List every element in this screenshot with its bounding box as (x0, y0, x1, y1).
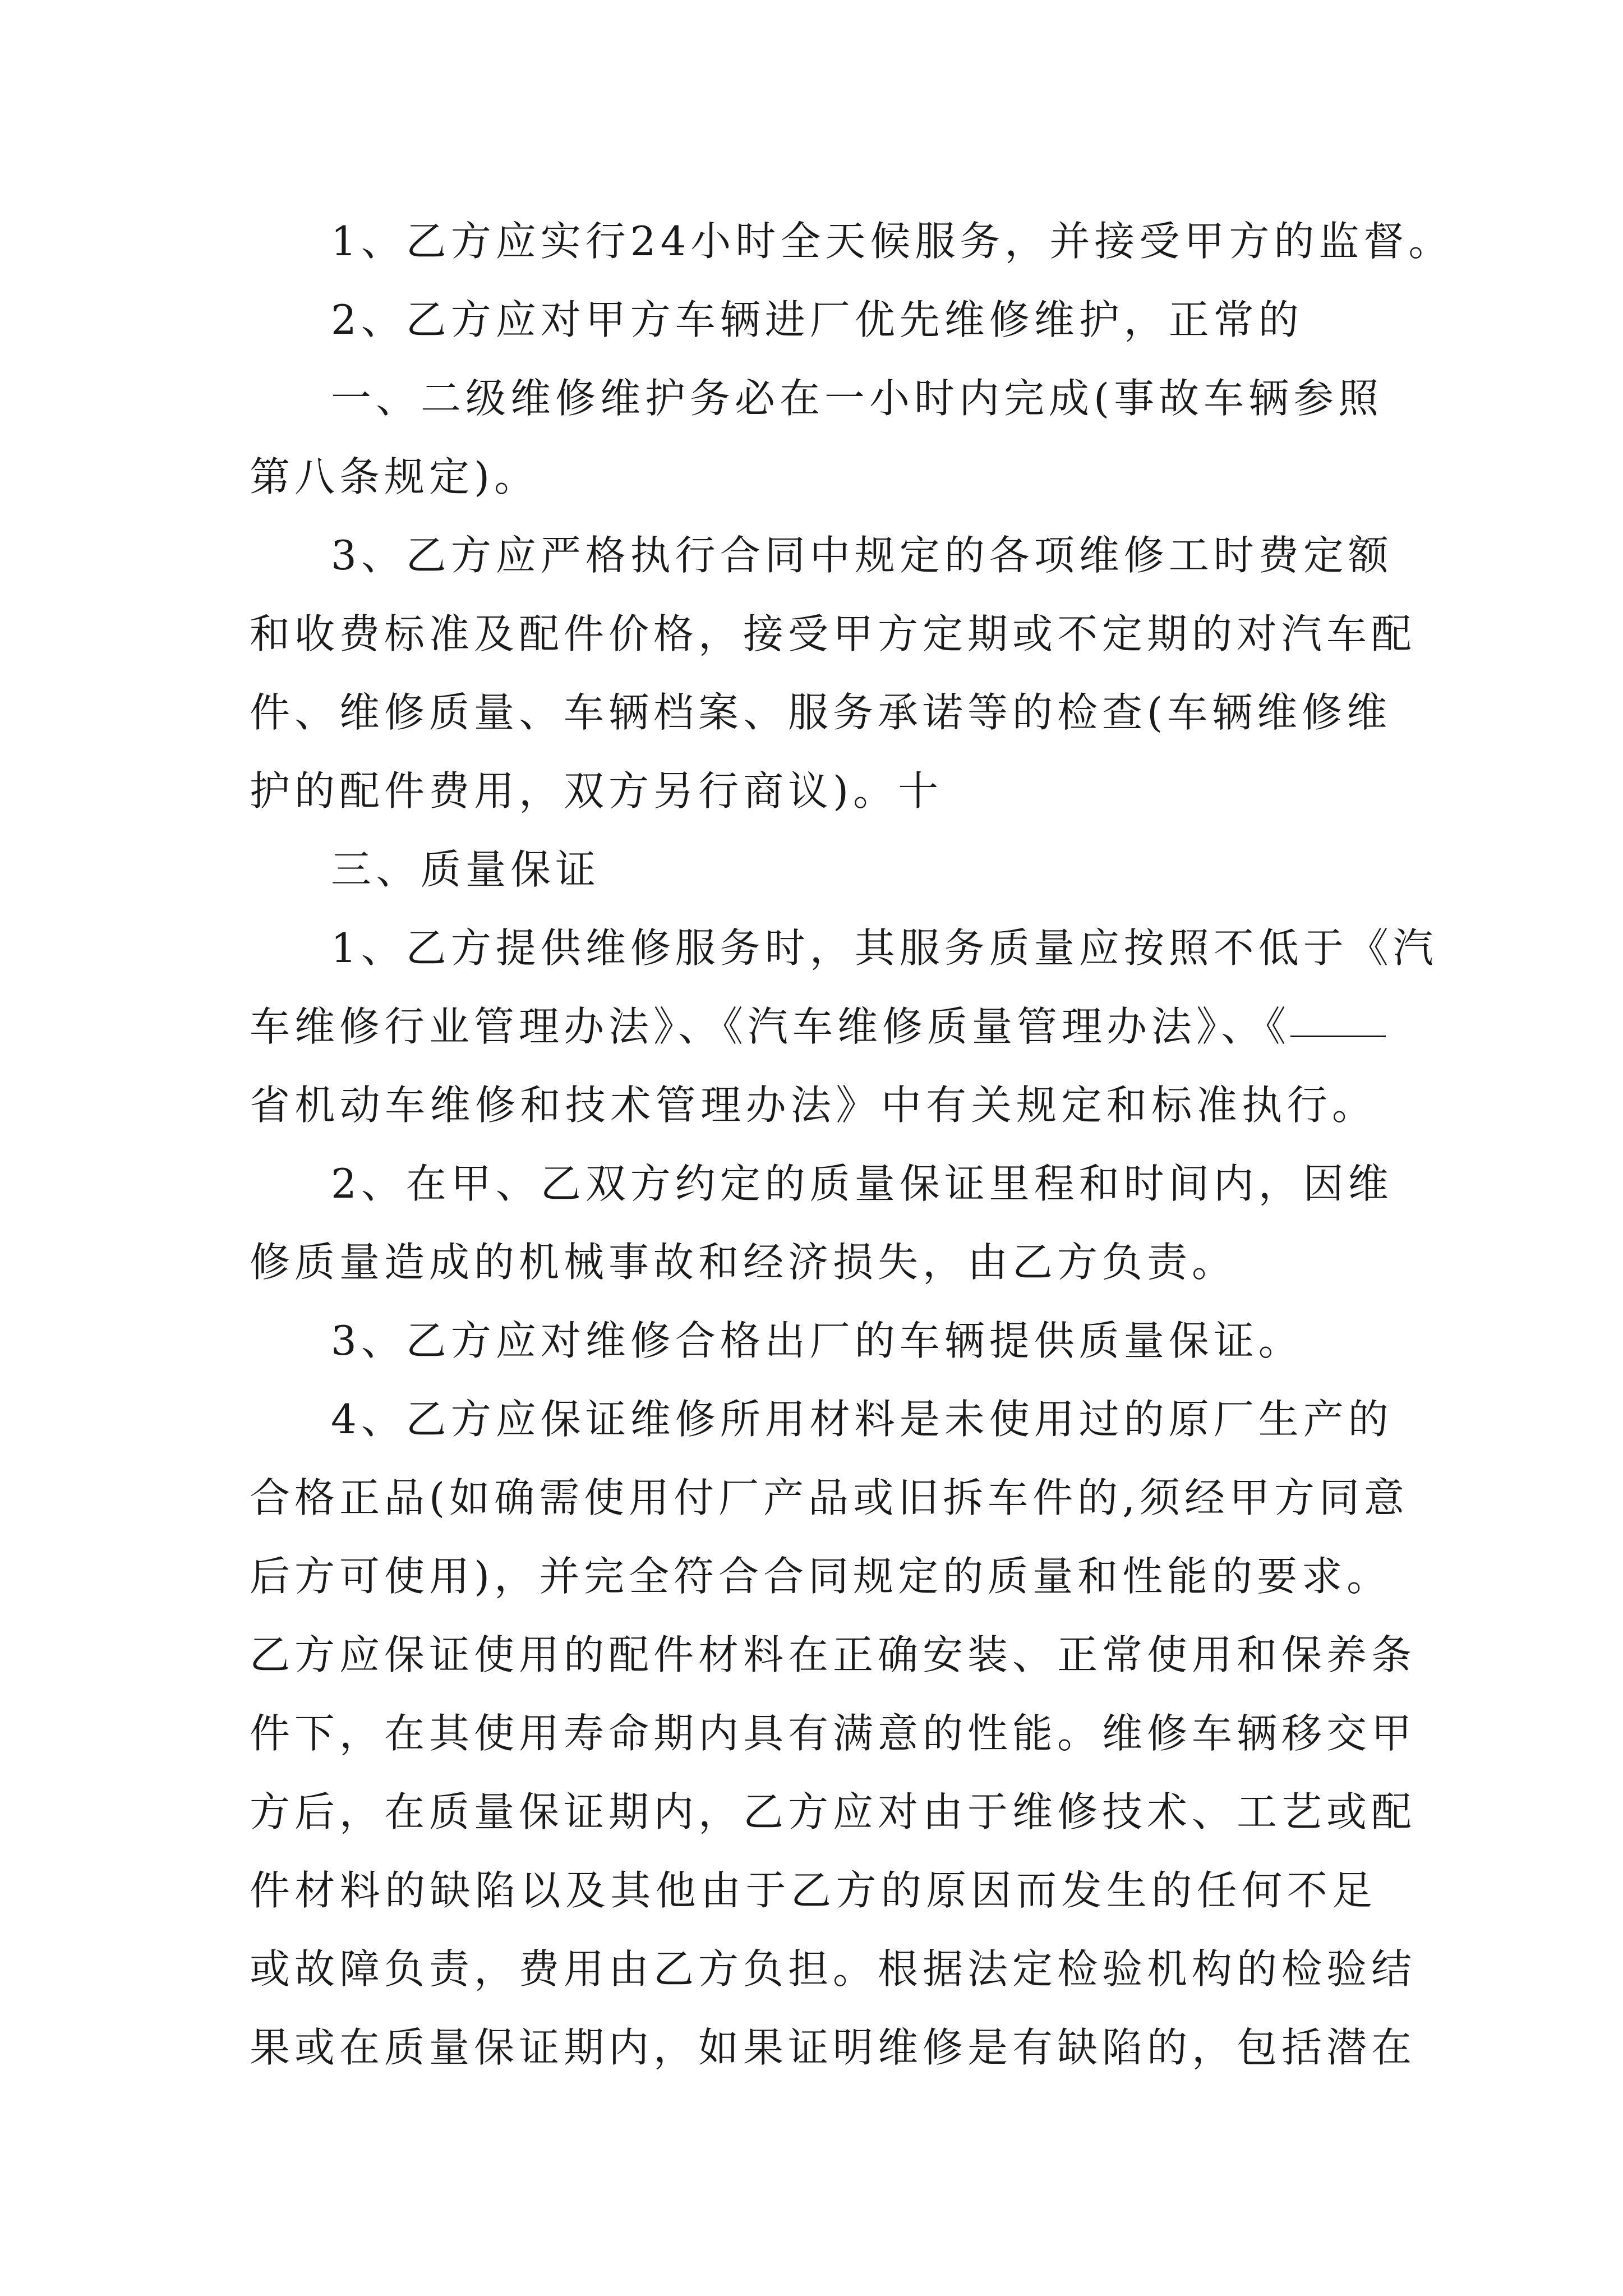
section-heading: 三、质量保证 (331, 846, 601, 893)
text-line: 2、在甲、乙双方约定的质量保证里程和时间内，因维 (331, 1160, 1393, 1207)
text-line: 件材料的缺陷以及其他由于乙方的原因而发生的任何不足 (250, 1867, 1377, 1914)
blank-underline (1290, 1033, 1386, 1037)
text-line: 和收费标准及配件价格，接受甲方定期或不定期的对汽车配 (250, 610, 1417, 657)
text-line: 1、乙方应实行24小时全天候服务，并接受甲方的监督。 (331, 218, 1454, 265)
text-line: 4、乙方应保证维修所用材料是未使用过的原厂生产的 (331, 1396, 1393, 1443)
text-line: 第八条规定)。 (250, 453, 540, 500)
text-line: 3、乙方应对维修合格出厂的车辆提供质量保证。 (331, 1317, 1303, 1364)
text-line: 件下，在其使用寿命期内具有满意的性能。维修车辆移交甲 (250, 1710, 1417, 1757)
text-line: 件、维修质量、车辆档案、服务承诺等的检查(车辆维修维 (250, 689, 1392, 736)
text-line: 乙方应保证使用的配件材料在正确安装、正常使用和保养条 (250, 1631, 1417, 1678)
text-line: 后方可使用)，并完全符合合同规定的质量和性能的要求。 (250, 1553, 1392, 1600)
text-line: 修质量造成的机械事故和经济损失，由乙方负责。 (250, 1239, 1237, 1286)
text-line: 一、二级维修维护务必在一小时内完成(事故车辆参照 (331, 375, 1384, 422)
text-line: 省机动车维修和技术管理办法》中有关规定和标准执行。 (250, 1082, 1377, 1129)
text-line: 护的配件费用，双方另行商议)。十 (250, 767, 943, 815)
text-line-content: 车维修行业管理办法》、《汽车维修质量管理办法》、《 (250, 1003, 1291, 1050)
text-line: 1、乙方提供维修服务时，其服务质量应按照不低于《汽 (331, 924, 1438, 972)
text-line: 方后，在质量保证期内，乙方应对由于维修技术、工艺或配 (250, 1788, 1417, 1835)
text-line: 2、乙方应对甲方车辆进厂优先维修维护，正常的 (331, 296, 1303, 343)
text-line: 合格正品(如确需使用付厂产品或旧拆车件的,须经甲方同意 (250, 1474, 1409, 1521)
text-line: 或故障负责，费用由乙方负担。根据法定检验机构的检验结 (250, 1945, 1417, 1993)
text-line: 3、乙方应严格执行合同中规定的各项维修工时费定额 (331, 532, 1393, 579)
text-line: 果或在质量保证期内，如果证明维修是有缺陷的，包括潜在 (250, 2024, 1417, 2071)
text-line (250, 999, 1377, 1055)
